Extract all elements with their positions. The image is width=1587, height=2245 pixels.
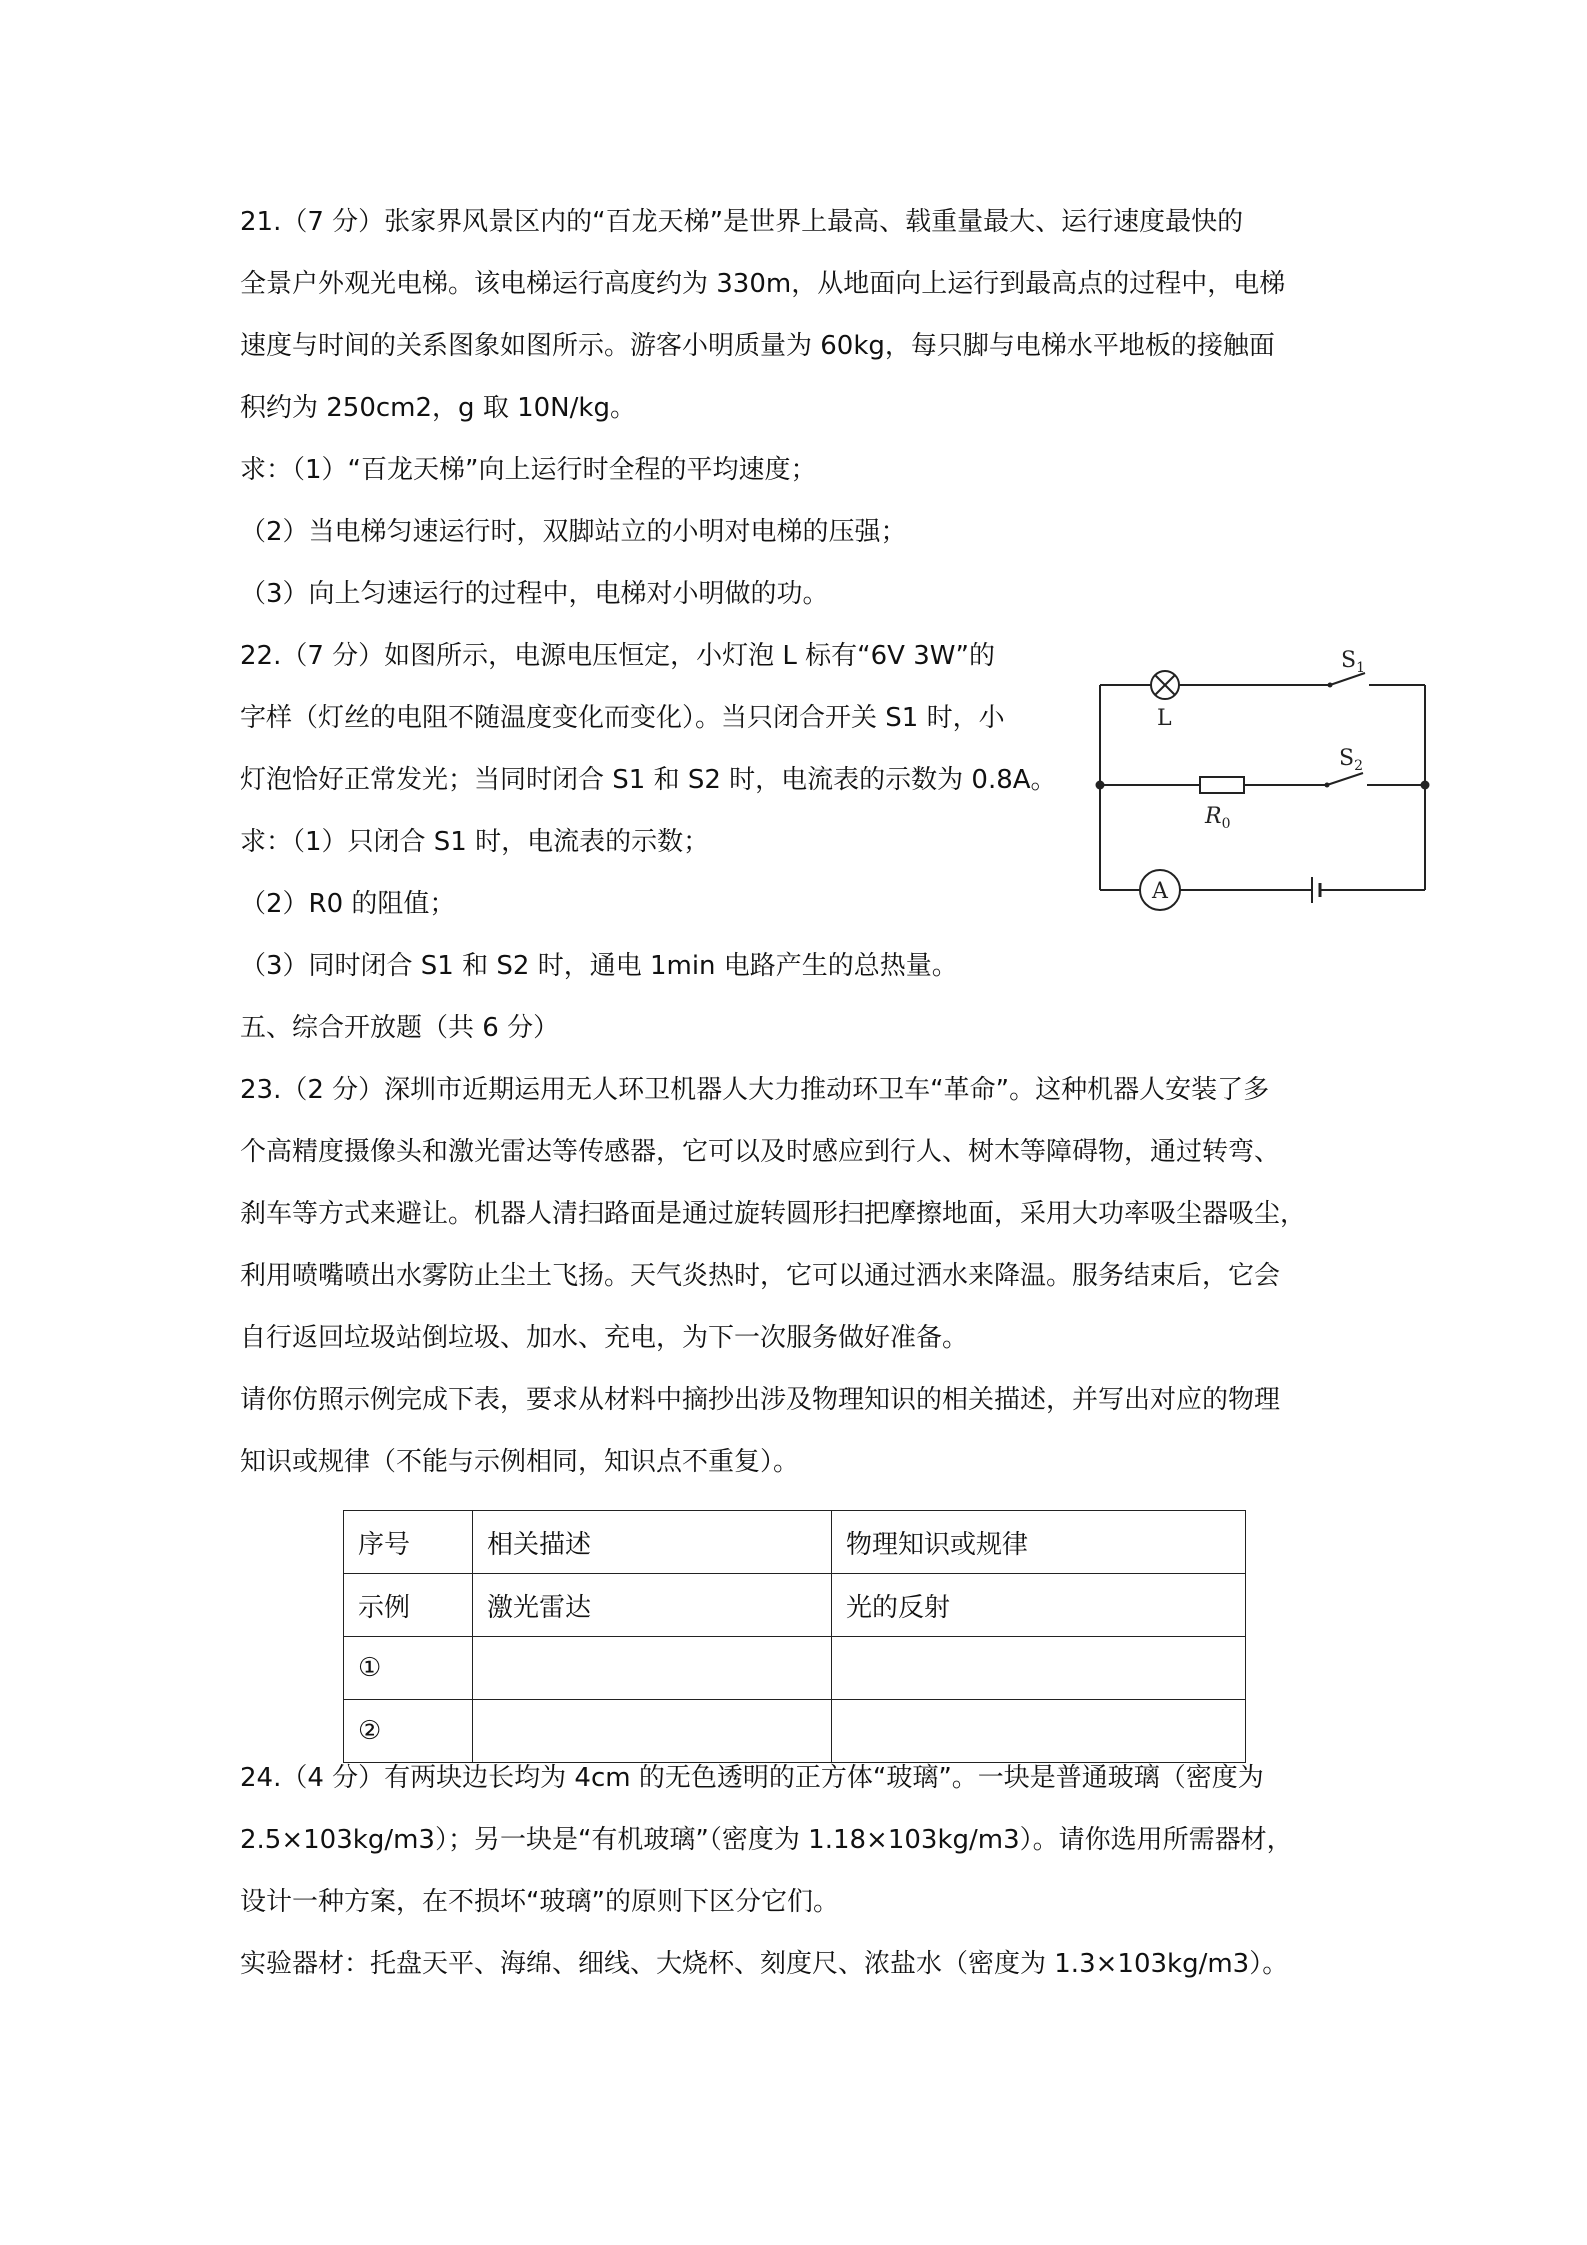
q24-line-1: 24.（4 分）有两块边长均为 4cm 的无色透明的正方体“玻璃”。一块是普通玻璃（密度为 [240, 1763, 1264, 1793]
q23-line-2: 个高精度摄像头和激光雷达等传感器，它可以及时感应到行人、树木等障碍物，通过转弯、 [240, 1137, 1281, 1167]
q22-line-4: 求：（1）只闭合 S1 时，电流表的示数； [240, 827, 710, 857]
resistor-r0-icon [1200, 777, 1244, 793]
q21-line-5: 求：（1）“百龙天梯”向上运行时全程的平均速度； [240, 455, 817, 485]
table-row [344, 1574, 1246, 1637]
table-cell: ① [344, 1637, 473, 1700]
switch-2-contact [1325, 783, 1330, 788]
table-cell: 示例 [344, 1574, 473, 1637]
q23-line-3: 刹车等方式来避让。机器人清扫路面是通过旋转圆形扫把摩擦地面，采用大功率吸尘器吸尘， [240, 1199, 1307, 1229]
q21-line-2: 全景户外观光电梯。该电梯运行高度约为 330m，从地面向上运行到最高点的过程中，电梯 [240, 269, 1286, 299]
lamp-icon [1151, 671, 1179, 699]
q24-line-3: 设计一种方案，在不损坏“玻璃”的原则下区分它们。 [240, 1887, 839, 1917]
q21-line-4: 积约为 250cm2，g 取 10N/kg。 [240, 393, 636, 423]
table-cell: 激光雷达 [473, 1574, 832, 1637]
q23-line-6: 请你仿照示例完成下表，要求从材料中摘抄出涉及物理知识的相关描述，并写出对应的物理 [240, 1385, 1281, 1415]
q22-line-1: 22.（7 分）如图所示，电源电压恒定，小灯泡 L 标有“6V 3W”的 [240, 641, 995, 671]
circuit-diagram [1085, 645, 1430, 920]
q23-line-5: 自行返回垃圾站倒垃圾、加水、充电，为下一次服务做好准备。 [240, 1323, 969, 1353]
table-header-cell: 相关描述 [473, 1511, 832, 1574]
q24-line-2: 2.5×103kg/m3）；另一块是“有机玻璃”（密度为 1.18×103kg/m3）。请你选用所需器材， [240, 1825, 1293, 1855]
q24-line-4: 实验器材：托盘天平、海绵、细线、大烧杯、刻度尺、浓盐水（密度为 1.3×103kg/m3）。 [240, 1949, 1289, 1979]
q22-line-6: （3）同时闭合 S1 和 S2 时，通电 1min 电路产生的总热量。 [240, 951, 958, 981]
ammeter-label: A [1152, 879, 1168, 904]
table-header-row [344, 1511, 1246, 1574]
switch-1-contact [1328, 683, 1333, 688]
table-cell: 光的反射 [832, 1574, 1246, 1637]
switch-1-label: $S_1$ [1341, 648, 1365, 676]
q22-line-2: 字样（灯丝的电阻不随温度变化而变化）。当只闭合开关 S1 时，小 [240, 703, 1005, 733]
q21-line-1: 21.（7 分）张家界风景区内的“百龙天梯”是世界上最高、载重量最大、运行速度最快的 [240, 207, 1244, 237]
table-cell [473, 1637, 832, 1700]
q21-line-3: 速度与时间的关系图象如图所示。游客小明质量为 60kg，每只脚与电梯水平地板的接触面 [240, 331, 1275, 361]
table-cell [473, 1700, 832, 1763]
junction-left [1096, 781, 1105, 790]
table-cell [832, 1637, 1246, 1700]
resistor-label: $R_0$ [1205, 804, 1231, 832]
q22-line-3: 灯泡恰好正常发光；当同时闭合 S1 和 S2 时，电流表的示数为 0.8A。 [240, 765, 1057, 795]
lamp-label: L [1157, 706, 1172, 731]
table-header-cell: 物理知识或规律 [832, 1511, 1246, 1574]
switch-2-label: $S_2$ [1339, 746, 1363, 774]
q23-line-1: 23.（2 分）深圳市近期运用无人环卫机器人大力推动环卫车“革命”。这种机器人安装了多 [240, 1075, 1270, 1105]
table-cell: ② [344, 1700, 473, 1763]
q22-line-5: （2）R0 的阻值； [240, 889, 456, 919]
table-header-cell: 序号 [344, 1511, 473, 1574]
q21-line-7: （3）向上匀速运行的过程中，电梯对小明做的功。 [240, 579, 829, 609]
section-5-heading: 五、综合开放题（共 6 分） [240, 1013, 560, 1043]
switch-2-blade [1327, 773, 1363, 785]
junction-right [1421, 781, 1430, 790]
q23-line-7: 知识或规律（不能与示例相同，知识点不重复）。 [240, 1447, 800, 1477]
table-row [344, 1637, 1246, 1700]
table-cell [832, 1700, 1246, 1763]
table-row [344, 1700, 1246, 1763]
answer-table [343, 1510, 1246, 1763]
q23-line-4: 利用喷嘴喷出水雾防止尘土飞扬。天气炎热时，它可以通过洒水来降温。服务结束后，它会 [240, 1261, 1281, 1291]
q21-line-6: （2）当电梯匀速运行时，双脚站立的小明对电梯的压强； [240, 517, 907, 547]
